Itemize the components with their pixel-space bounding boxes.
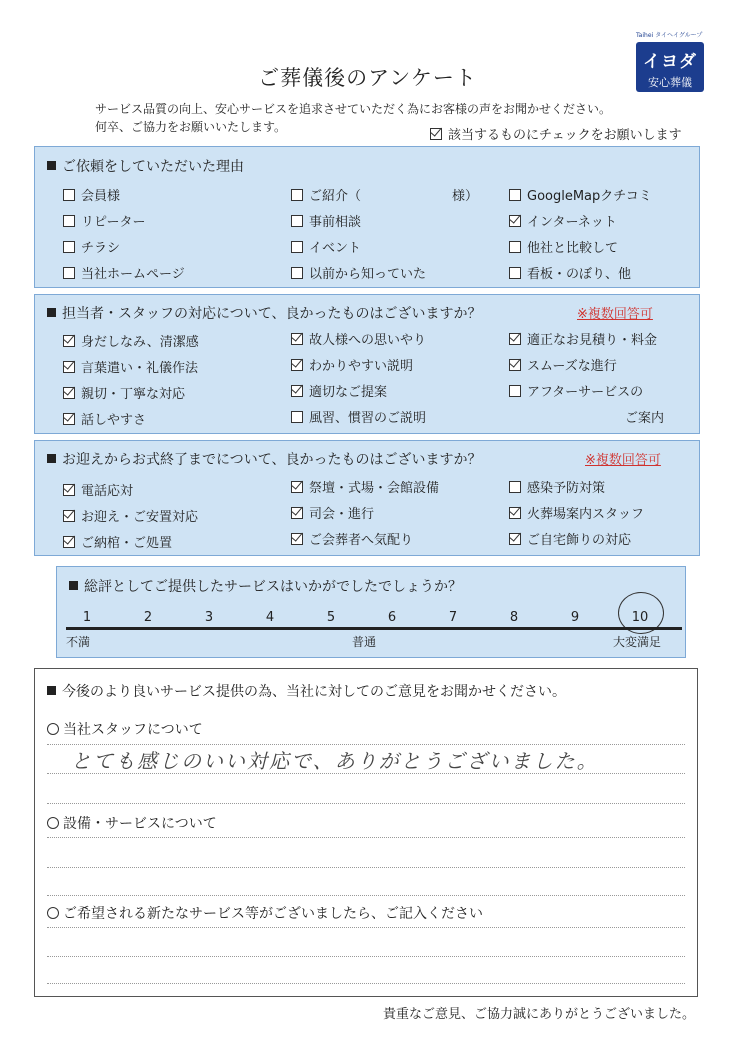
option-signboard[interactable]: 看板・のぼり、他	[509, 263, 631, 282]
label-dissatisfied: 不満	[66, 635, 91, 649]
checkbox[interactable]	[63, 267, 75, 279]
checkbox[interactable]	[63, 215, 75, 227]
logo-name: イヨダ	[643, 52, 697, 72]
option-referral[interactable]: ご紹介（ 様）	[291, 185, 478, 204]
option-appearance[interactable]: 身だしなみ、清潔感	[63, 331, 199, 350]
option-phone[interactable]: 電話応対	[63, 480, 133, 499]
option-crematorium[interactable]: 火葬場案内スタッフ	[509, 503, 644, 522]
check-instruction	[430, 124, 682, 143]
checkbox-checked[interactable]	[63, 510, 75, 522]
checkbox[interactable]	[291, 189, 303, 201]
comments-box	[34, 668, 698, 997]
checkbox-checked[interactable]	[509, 359, 521, 371]
scale-10[interactable]: 10	[631, 610, 649, 625]
option-homepage[interactable]: 当社ホームページ	[63, 263, 185, 282]
checkbox-checked[interactable]	[291, 333, 303, 345]
option-proposal[interactable]: 適切なご提案	[291, 381, 387, 400]
checkbox[interactable]	[291, 411, 303, 423]
option-explanation[interactable]: わかりやすい説明	[291, 355, 413, 374]
option-smooth[interactable]: スムーズな進行	[509, 355, 617, 374]
checkbox[interactable]	[291, 215, 303, 227]
checkbox-checked[interactable]	[291, 533, 303, 545]
checkbox-checked[interactable]	[509, 533, 521, 545]
write-line[interactable]	[47, 927, 685, 928]
option-customs[interactable]: 風習、慣習のご説明	[291, 407, 426, 426]
question-new-service: ご希望される新たなサービス等がございましたら、ご記入ください	[47, 903, 483, 923]
option-manners[interactable]: 言葉遣い・礼儀作法	[63, 357, 198, 376]
question-facility: 設備・サービスについて	[47, 813, 217, 833]
page-title: ご葬儀後のアンケート	[258, 66, 477, 90]
checkbox-checked[interactable]	[63, 361, 75, 373]
checkbox-checked[interactable]	[509, 507, 521, 519]
intro-line-1: サービス品質の向上、安心サービスを追求させていただく為にお客様の声をお聞かせください。	[95, 102, 612, 116]
write-line	[47, 983, 685, 984]
option-flyer[interactable]: チラシ	[63, 237, 120, 256]
handwritten-answer-staff[interactable]: とても感じのいい対応で、ありがとうございました。	[71, 749, 599, 773]
check-example-icon	[430, 128, 442, 140]
write-line	[47, 773, 685, 774]
checkbox-checked[interactable]	[509, 333, 521, 345]
scale-6[interactable]: 6	[387, 610, 397, 625]
scale-9[interactable]: 9	[570, 610, 580, 625]
section-staff	[34, 294, 700, 434]
option-home-decor[interactable]: ご自宅飾りの対応	[509, 529, 631, 548]
scale-7[interactable]: 7	[448, 610, 458, 625]
option-mourners[interactable]: ご会葬者へ気配り	[291, 529, 413, 548]
option-altar[interactable]: 祭壇・式場・会館設備	[291, 477, 439, 496]
option-estimate[interactable]: 適正なお見積り・料金	[509, 329, 657, 348]
write-line	[47, 895, 685, 896]
checkbox-checked[interactable]	[63, 484, 75, 496]
checkbox-checked[interactable]	[291, 385, 303, 397]
option-googlemap[interactable]: GoogleMapクチコミ	[509, 185, 652, 204]
checkbox-checked[interactable]	[291, 359, 303, 371]
checkbox[interactable]	[291, 267, 303, 279]
option-consultation[interactable]: 事前相談	[291, 211, 361, 230]
checkbox-checked[interactable]	[63, 536, 75, 548]
footer-thanks: 貴重なご意見、ご協力誠にありがとうございました。	[382, 1007, 695, 1022]
option-encoffining[interactable]: ご納棺・ご処置	[63, 532, 172, 551]
option-mc[interactable]: 司会・進行	[291, 503, 374, 522]
multi-answer-note: ※複数回答可	[577, 307, 653, 322]
option-internet[interactable]: インターネット	[509, 211, 617, 230]
section-heading: 担当者・スタッフの対応について、良かったものはございますか？	[47, 303, 481, 323]
section-reasons	[34, 146, 700, 288]
option-easy-talk[interactable]: 話しやすさ	[63, 409, 146, 428]
scale-4[interactable]: 4	[265, 610, 275, 625]
checkbox-checked[interactable]	[63, 387, 75, 399]
option-pickup[interactable]: お迎え・ご安置対応	[63, 506, 198, 525]
write-line	[47, 803, 685, 804]
checkbox-checked[interactable]	[63, 413, 75, 425]
option-aftercare-cont: ご案内	[625, 411, 665, 426]
checkbox-checked[interactable]	[509, 215, 521, 227]
option-aftercare[interactable]: アフターサービスの	[509, 381, 643, 400]
scale-2[interactable]: 2	[143, 610, 153, 625]
section-heading: ご依頼をしていただいた理由	[47, 156, 244, 176]
checkbox[interactable]	[63, 189, 75, 201]
logo-group-text: Taihei タイヘイグループ	[636, 32, 703, 39]
option-repeater[interactable]: リピーター	[63, 211, 145, 230]
section-ceremony	[34, 440, 700, 556]
option-infection[interactable]: 感染予防対策	[509, 477, 605, 496]
checkbox[interactable]	[509, 385, 521, 397]
option-compassion[interactable]: 故人様への思いやり	[291, 329, 426, 348]
checkbox[interactable]	[63, 241, 75, 253]
section-heading: 総評としてご提供したサービスはいかがでしたでしょうか？	[69, 576, 462, 596]
label-neutral: 普通	[352, 635, 377, 649]
option-known[interactable]: 以前から知っていた	[291, 263, 426, 282]
section-heading: お迎えからお式終了までについて、良かったものはございますか？	[47, 449, 481, 469]
checkbox[interactable]	[509, 481, 521, 493]
checkbox-checked[interactable]	[291, 481, 303, 493]
multi-answer-note: ※複数回答可	[585, 453, 661, 468]
checkbox[interactable]	[509, 241, 521, 253]
scale-8[interactable]: 8	[509, 610, 519, 625]
logo-sub: 安心葬儀	[648, 76, 692, 89]
write-line[interactable]	[47, 867, 685, 868]
question-staff: 当社スタッフについて	[47, 719, 203, 739]
checkbox[interactable]	[509, 189, 521, 201]
checkbox[interactable]	[509, 267, 521, 279]
label-very-satisfied: 大変満足	[613, 635, 662, 649]
option-member[interactable]: 会員様	[63, 185, 120, 204]
checkbox-checked[interactable]	[291, 507, 303, 519]
scale-3[interactable]: 3	[204, 610, 214, 625]
scale-1[interactable]: 1	[82, 610, 92, 625]
checkbox-checked[interactable]	[63, 335, 75, 347]
scale-5[interactable]: 5	[326, 610, 336, 625]
intro-line-2: 何卒、ご協力をお願いいたします。	[95, 120, 287, 134]
option-event[interactable]: イベント	[291, 237, 361, 256]
write-line[interactable]	[47, 956, 685, 957]
comments-heading: 今後のより良いサービス提供の為、当社に対してのご意見をお聞かせください。	[47, 681, 566, 701]
option-compare[interactable]: 他社と比較して	[509, 237, 618, 256]
checkbox[interactable]	[291, 241, 303, 253]
check-instruction-text: 該当するものにチェックをお願いします	[448, 128, 682, 143]
option-kindness[interactable]: 親切・丁寧な対応	[63, 383, 185, 402]
write-line[interactable]	[47, 837, 685, 838]
rating-scale-line	[66, 627, 682, 630]
company-logo	[634, 26, 706, 96]
